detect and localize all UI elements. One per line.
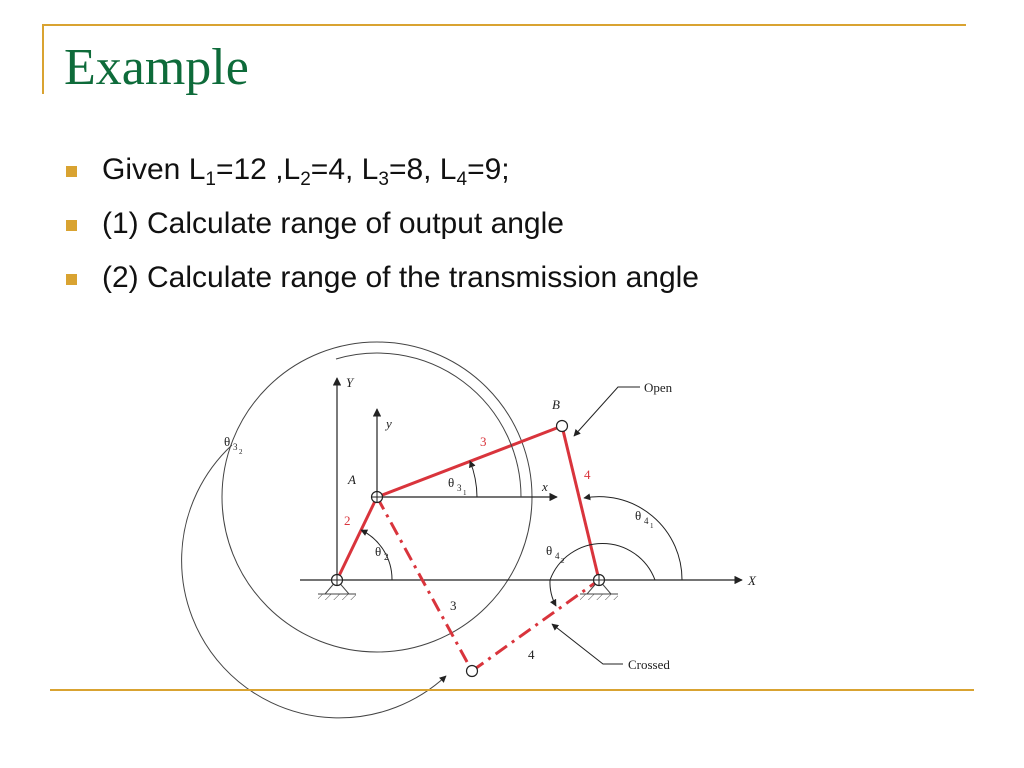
label-x: x <box>542 479 548 494</box>
svg-text:1: 1 <box>650 522 654 530</box>
label-crossed: Crossed <box>628 657 670 672</box>
label-link-3-open: 3 <box>480 434 487 449</box>
svg-text:2: 2 <box>239 448 243 456</box>
svg-text:θ: θ <box>375 544 382 559</box>
svg-text:θ: θ <box>546 543 553 558</box>
svg-text:3: 3 <box>233 442 238 452</box>
label-theta4-2 <box>546 543 565 565</box>
svg-text:θ: θ <box>224 434 231 449</box>
label-A: A <box>348 472 356 487</box>
link-4-open <box>562 426 599 580</box>
label-y: y <box>386 416 392 431</box>
open-leader <box>574 387 640 436</box>
label-theta3-1 <box>448 475 467 497</box>
given-text: Given $L_1=12$ $,L_2=4$, $L_3=8$, $L_4=9$; <box>102 153 510 190</box>
theta4-1-arc <box>584 497 682 580</box>
svg-text:1: 1 <box>463 489 467 497</box>
svg-text:2: 2 <box>384 552 389 562</box>
label-link-4-crossed: 4 <box>528 647 535 662</box>
label-B: B <box>552 397 560 412</box>
label-link-3-crossed: 3 <box>450 598 457 613</box>
bullet-transmission-angle-text: (2) Calculate range of the transmission angle <box>102 261 699 294</box>
label-link-4-open: 4 <box>584 467 591 482</box>
theta4-2-arc <box>550 543 655 580</box>
svg-text:2: 2 <box>561 557 565 565</box>
joint-a <box>371 491 383 503</box>
bullet-output-angle-text: (1) Calculate range of output angle <box>102 207 564 240</box>
svg-text:θ: θ <box>635 508 642 523</box>
pivot-o2 <box>331 574 343 586</box>
label-open: Open <box>644 380 673 395</box>
label-theta4-1 <box>635 508 654 530</box>
link-3-open <box>377 426 562 497</box>
theta3-1-arc <box>470 461 477 497</box>
slide-title: Example <box>64 39 249 96</box>
joint-b-open <box>557 421 568 432</box>
theta3-1-arc-outer <box>336 353 521 497</box>
label-X: X <box>748 573 756 588</box>
svg-text:θ: θ <box>448 475 455 490</box>
svg-text:3: 3 <box>457 483 462 493</box>
label-Y: Y <box>346 375 354 390</box>
crossed-leader <box>552 624 623 664</box>
link-2 <box>337 497 377 580</box>
label-link-2: 2 <box>344 513 351 528</box>
svg-text:4: 4 <box>555 551 560 561</box>
bottom-border-line <box>50 689 974 691</box>
link-4-crossed <box>472 580 599 671</box>
svg-text:4: 4 <box>644 516 649 526</box>
pivot-o4 <box>593 574 605 586</box>
theta4-2-arc-end <box>550 580 556 606</box>
joint-b-crossed <box>467 666 478 677</box>
